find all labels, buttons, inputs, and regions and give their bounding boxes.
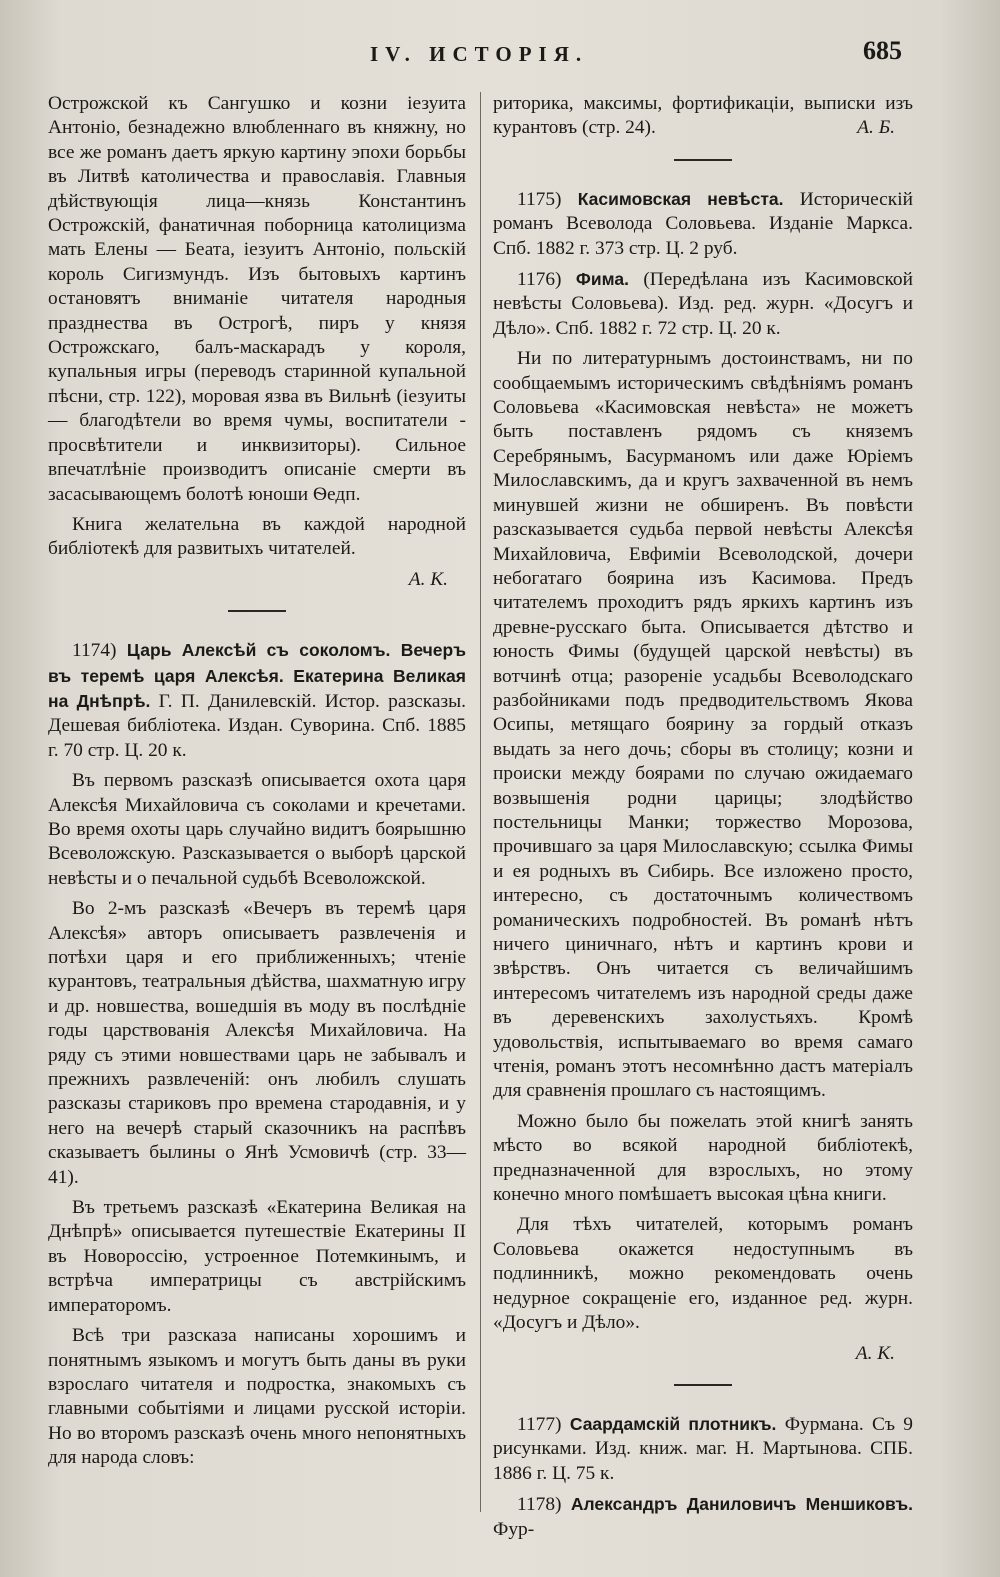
entry-1175 bbox=[493, 187, 913, 261]
paragraph: Ни по литературнымъ достоинствамъ, ни по сообщаемымъ историческимъ свѣдѣніямъ романъ Соловьева «Касимовская невѣста» не можетъ быть поставленъ рядомъ съ княземъ Серебрянымъ, Басурманомъ или даже Юріемъ Милославскимъ, да и кругъ захваченной въ немъ минувшей жизни не обширенъ. Въ повѣсти разсказывается судьба первой невѣсты Алексѣя Михайловича, Евфиміи Всеволодской, дочери небогатаго боярина изъ Касимова. Предъ читателемъ проходитъ рядъ яркихъ картинъ изъ древне-русскаго быта. Описывается дѣтство и юность Фимы (будущей царской невѣсты) въ вотчинѣ отца; разореніе усадьбы Всеволодскаго разбойниками подъ предводительствомъ Якова Осипы, метящаго боярину за гордый отказъ выдать за него дочь; сборы въ столицу; козни и происки между боярами по случаю ожидаемаго возвышенія родни царицы; злодѣйство постельницы Манки; торжество Морозова, прочившаго за царя Милославскую; ссылка Фимы и ея родныхъ въ Сибирь. Все изложено просто, интересно, съ достаточнымъ количествомъ романическихъ подробностей. Въ романѣ нѣтъ ничего циничнаго, нѣтъ и картинъ крови и звѣрствъ. Онъ читается съ величайшимъ интересомъ читателемъ изъ народной среды даже въ деревенскихъ захолустьяхъ. Кромѣ удовольствія, испытываемаго во время самаго чтенія, романъ этотъ несомнѣнно дастъ матеріалъ для сравненія прошлаго съ настоящимъ. bbox=[493, 348, 913, 1102]
entry-number: 1178) bbox=[517, 1494, 562, 1516]
paragraph-text: риторика, максимы, фортификаціи, выписки изъ курантовъ (стр. 24). bbox=[493, 93, 913, 139]
entry-1174 bbox=[48, 638, 466, 763]
right-column bbox=[493, 92, 913, 1548]
entry-details: Фур- bbox=[493, 1518, 535, 1540]
paragraph: Въ первомъ разсказѣ описывается охота царя Алексѣя Михайловича съ соколами и кречетами. Во время охоты царь случайно видитъ боярышню Всеволожскую. Разсказывается о выборѣ царской невѣсты и о печальной судьбѣ Всеволожской. bbox=[48, 770, 466, 889]
paragraph: Въ третьемъ разсказѣ «Екатерина Великая на Днѣпрѣ» описывается путешествіе Екатерины II въ Новороссію, устроенное Потемкинымъ, и встрѣча императрицы съ австрійскимъ императоромъ. bbox=[48, 1197, 466, 1316]
entry-1177 bbox=[493, 1412, 913, 1486]
entry-title: Царь Алексѣй съ соколомъ. Вечеръ въ теремѣ царя Алексѣя. Екатерина Великая на Днѣпрѣ. bbox=[48, 640, 466, 711]
reviewer-signature: А. К. bbox=[855, 1342, 895, 1364]
paragraph: Острожской къ Сангушко и козни іезуита Антоніо, безнадежно влюбленнаго въ княжну, но все же романъ даетъ яркую картину эпохи борьбы въ Литвѣ католичества и православія. Главныя дѣйствующія лица—князь Константинъ Острожскій, фанатичная поборница католицизма мать Елены — Беата, іезуитъ Антоніо, польскій король Сигизмундъ. Изъ бытовыхъ картинъ остановятъ вниманіе читателя народныя празднества въ Острогѣ, пиръ у князя Острожскаго, балъ-маскарадъ у короля, купальныя игры (переводъ старинной купальной пѣсни, стр. 122), моровая язва въ Вильнѣ (іезуиты — благодѣтели во время чумы, воспитатели - просвѣтители и инквизиторы). Сильное впечатлѣніе производитъ описаніе смерти въ засасывающемъ болотѣ юноши Ѳедп. bbox=[48, 93, 466, 505]
entry-1178 bbox=[493, 1492, 913, 1542]
entry-title: Саардамскій плотникъ. bbox=[569, 1413, 777, 1434]
running-title: IV. ИСТОРІЯ. bbox=[370, 42, 589, 66]
entry-title: Касимовская невѣста. bbox=[577, 188, 784, 209]
reviewer-signature: А. К. bbox=[408, 568, 448, 590]
left-column bbox=[48, 92, 466, 1477]
paragraph bbox=[493, 92, 913, 141]
section-separator bbox=[228, 610, 286, 612]
entry-1176 bbox=[493, 267, 913, 341]
paragraph: Всѣ три разсказа написаны хорошимъ и понятнымъ языкомъ и могутъ быть даны въ руки взрослаго читателя и подростка, знакомыхъ съ главными событіями и лицами русской исторіи. Но во второмъ разсказѣ очень много непонятныхъ для народа словъ: bbox=[48, 1325, 466, 1469]
entry-title: Фима. bbox=[575, 269, 629, 290]
entry-number: 1177) bbox=[517, 1413, 562, 1435]
entry-details: Г. П. Данилевскій. Истор. разсказы. Дешевая библіотека. Издан. Суворина. Спб. 1885 г. 70 стр. Ц. 20 к. bbox=[48, 690, 466, 761]
paragraph: Во 2-мъ разсказѣ «Вечеръ въ теремѣ царя Алексѣя» авторъ описываетъ развлеченія и потѣхи царя и его приближенныхъ; чтеніе курантовъ, театральныя дѣйства, шахматную игру и др. новшества, вошедшія въ моду въ послѣдніе годы царствованія Алексѣя Михайловича. На ряду съ этими новшествами царь не забывалъ и прежнихъ развлеченій: онъ любилъ слушать разсказы стариковъ про времена стародавнія, и у него на вечерѣ старый сказочникъ на распѣвъ сказываетъ былины о Янѣ Усмовичѣ (стр. 33—41). bbox=[48, 898, 466, 1188]
entry-details: (Передѣлана изъ Касимовской невѣсты Соловьева). Изд. ред. журн. «Досугъ и Дѣло». Спб. 1882 г. 72 стр. Ц. 20 к. bbox=[493, 269, 913, 339]
column-divider bbox=[480, 92, 481, 1512]
page-header bbox=[0, 36, 1000, 76]
paragraph: Можно было бы пожелать этой книгѣ занять мѣсто во всякой народной библіотекѣ, предназначенной для взрослыхъ, но этому конечно много помѣшаетъ высокая цѣна книги. bbox=[493, 1110, 913, 1206]
entry-number: 1176) bbox=[517, 269, 562, 291]
entry-number: 1174) bbox=[72, 640, 117, 662]
page-number: 685 bbox=[863, 36, 902, 65]
entry-details: Историческій романъ Всеволода Соловьева. Изданіе Маркса. Спб. 1882 г. 373 стр. Ц. 2 руб. bbox=[493, 188, 913, 259]
paragraph: Книга желательна въ каждой народной библіотекѣ для развитыхъ читателей. bbox=[48, 513, 466, 560]
entry-details: Фурмана. Съ 9 рисунками. Изд. книж. маг. Н. Мартынова. СПБ. 1886 г. Ц. 75 к. bbox=[493, 1413, 913, 1484]
entry-title: Александръ Даниловичъ Меншиковъ. bbox=[570, 1494, 913, 1515]
section-separator bbox=[674, 1384, 732, 1386]
section-separator bbox=[674, 159, 732, 161]
reviewer-signature: А. Б. bbox=[857, 117, 895, 139]
paragraph: Для тѣхъ читателей, которымъ романъ Соловьева окажется недоступнымъ въ подлинникѣ, можно рекомендовать очень недурное сокращеніе его, изданное ред. журн. «Досугъ и Дѣло». bbox=[493, 1214, 913, 1334]
entry-number: 1175) bbox=[517, 188, 562, 210]
